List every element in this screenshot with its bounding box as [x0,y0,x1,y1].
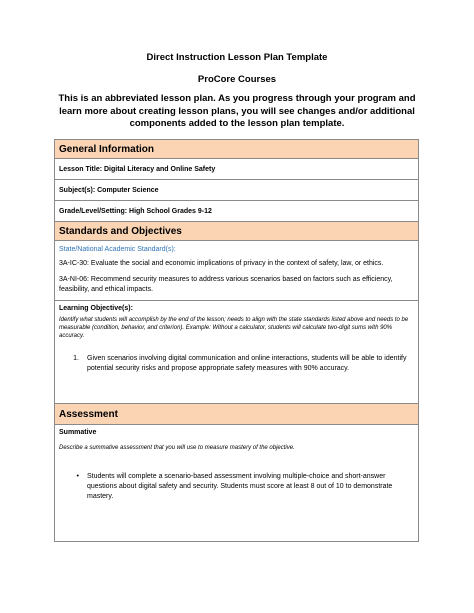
lesson-plan-table [54,139,419,542]
standard-3a-ni-06: 3A-NI-06: Recommend security measures to address various scenarios based on factors such as efficiency, feasibility, and ethical impacts. [59,276,393,293]
bullet-icon: • [76,473,79,480]
objective-list-item [59,354,414,374]
grade-level-field: Grade/Level/Setting: High School Grades 9-12 [55,201,419,222]
document-subtitle: ProCore Courses [197,74,277,85]
list-number: 1. [73,355,79,362]
intro-paragraph: This is an abbreviated lesson plan. As you progress through your program and learn more about creating lesson plans, you will see changes and/or additional components added to the lesson plan template. [58,93,416,129]
summative-label: Summative [59,429,97,436]
standards-label: State/National Academic Standard(s): [59,246,176,253]
learning-objectives-cell [55,301,419,404]
standards-objectives-heading: Standards and Objectives [55,222,419,241]
assessment-heading: Assessment [55,404,419,425]
learning-objectives-label: Learning Objective(s): [59,305,133,312]
general-information-heading: General Information [55,140,419,159]
subjects-field: Subject(s): Computer Science [55,180,419,201]
learning-objectives-instructions: Identify what students will accomplish by the end of the lesson; needs to align with the state standards listed above and needs to be measurable (condition, behavior, and criterion). Example: Without a calculator, students will calculate two-digit sums with 90% accuracy. [59,317,409,339]
summative-instructions: Describe a summative assessment that you will use to measure mastery of the objective. [59,445,295,451]
assessment-list-item [59,472,414,502]
standards-cell [55,241,419,301]
objective-text: Given scenarios involving digital communication and online interactions, students will be able to identify potential security risks and propose appropriate safety measures with 90% accuracy. [87,355,407,372]
lesson-title-field: Lesson Title: Digital Literacy and Online Safety [55,159,419,180]
standard-3a-ic-30: 3A-IC-30: Evaluate the social and economic implications of privacy in the context of safety, law, or ethics. [59,260,384,267]
document-title: Direct Instruction Lesson Plan Template [146,52,328,63]
assessment-text: Students will complete a scenario-based assessment involving multiple-choice and short-answer questions about digital safety and security. Students must score at least 8 out of 10 to demonstrate mastery. [87,473,393,500]
summative-cell [55,425,419,542]
